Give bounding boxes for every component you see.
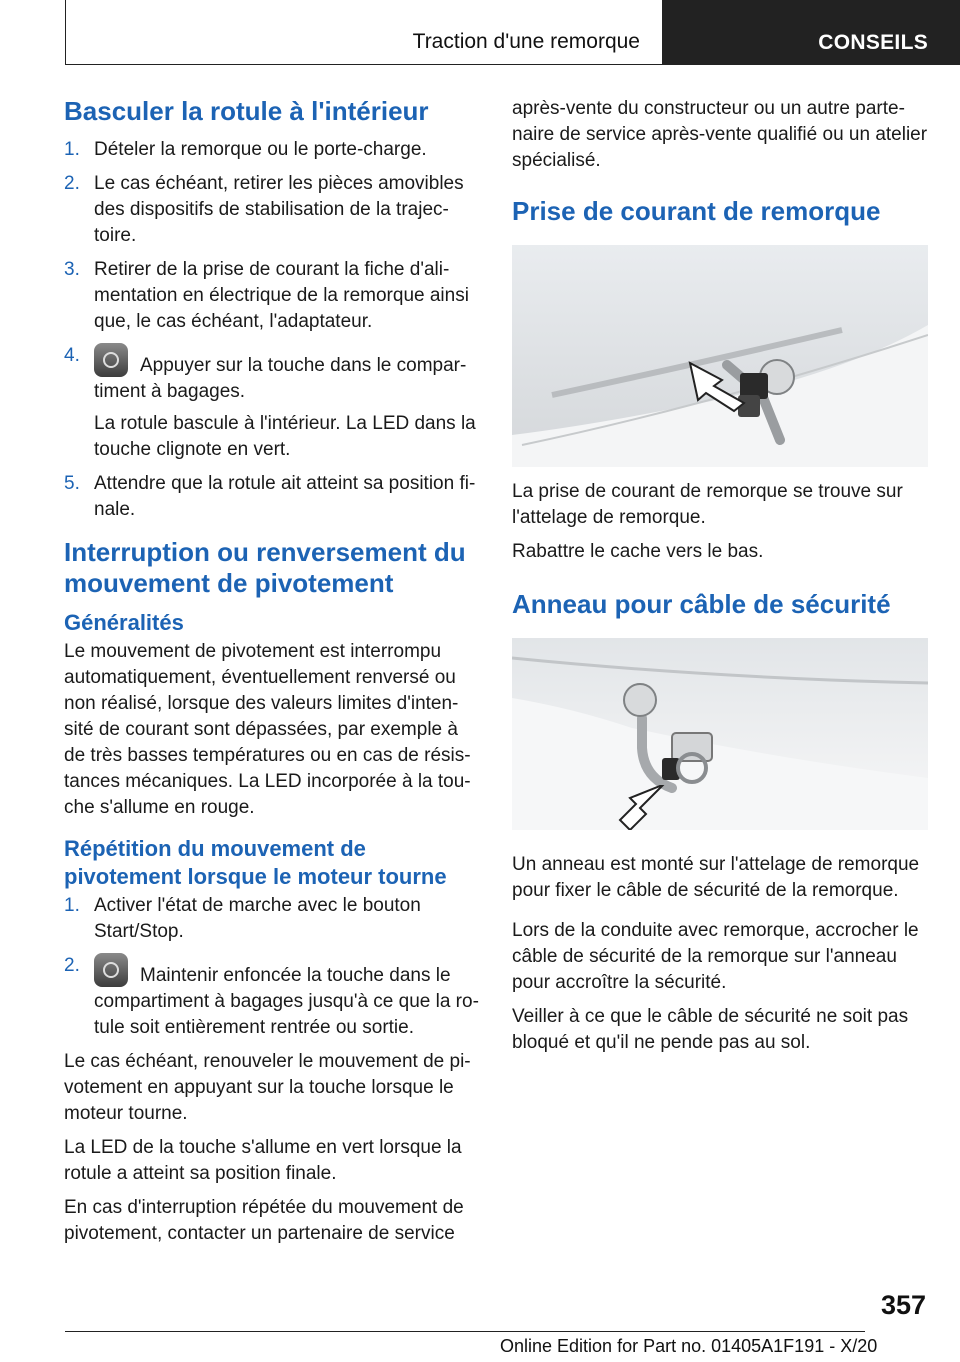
list-item — [64, 137, 484, 163]
tow-button-icon — [94, 343, 128, 377]
right-column — [512, 96, 932, 1064]
steps-list-2 — [64, 893, 484, 1041]
step-number: 5. — [64, 473, 80, 494]
heading-interruption: Interruption ou renversement du mouvement de pivotement — [64, 537, 466, 598]
paragraph: La prise de courant de remorque se trouve sur l'attelage de remorque. — [512, 481, 903, 528]
paragraph: Lors de la conduite avec remorque, accrocher le câble de sécurité de la remorque sur l'anneau pour accroître la sécurité. — [512, 920, 919, 993]
paragraph-general: Le mouvement de pivotement est interrompu automatiquement, éventuellement renversé ou non réalisé, lorsque des valeurs limites d'inten-sité de courant sont dépassées, par exemple à de très basses températures ou en cas de résis-tances mécaniques. La LED incorporée à la tou-che s'allume en rouge. — [64, 641, 471, 818]
step-text: Retirer de la prise de courant la fiche d'ali-mentation en électrique de la remorque ainsi que, le cas échéant, l'adaptateur. — [94, 259, 469, 332]
safety-ring-figure — [512, 638, 928, 830]
list-item — [64, 953, 484, 1041]
step-text: Activer l'état de marche avec le bouton Start/Stop. — [94, 895, 421, 942]
trailer-socket-illustration — [512, 245, 928, 467]
section-title: Traction d'une remorque — [412, 30, 640, 53]
trailer-socket-figure — [512, 245, 928, 467]
paragraph: Rabattre le cache vers le bas. — [512, 541, 764, 562]
step-number: 3. — [64, 259, 80, 280]
paragraph-continued: après-vente du constructeur ou un autre parte-naire de service après-vente qualifié ou un atelier spécialisé. — [512, 98, 928, 171]
list-item — [64, 257, 484, 335]
list-item — [64, 171, 484, 249]
step-text: Maintenir enfoncée la touche dans le compartiment à bagages jusqu'à ce que la ro-tule soit entièrement rentrée ou sortie. — [94, 965, 479, 1038]
steps-list — [64, 137, 484, 523]
step-number: 1. — [64, 895, 80, 916]
safety-ring-illustration — [512, 638, 928, 830]
left-column — [64, 96, 484, 1255]
step-text: Dételer la remorque ou le porte-charge. — [94, 139, 427, 160]
chapter-tab: CONSEILS — [662, 0, 960, 65]
footer-rule — [65, 1331, 865, 1332]
list-item — [64, 343, 484, 463]
list-item — [64, 893, 484, 945]
step-number: 4. — [64, 345, 80, 366]
step-number: 2. — [64, 955, 80, 976]
step-text: Appuyer sur la touche dans le compar-timent à bagages. — [94, 355, 467, 402]
step-text: Attendre que la rotule ait atteint sa position fi-nale. — [94, 473, 476, 520]
list-item — [64, 471, 484, 523]
header-rule — [65, 64, 662, 65]
footer-edition: Online Edition for Part no. 01405A1F191 - X/20 — [500, 1336, 878, 1356]
step-subtext: La rotule bascule à l'intérieur. La LED dans la touche clignote en vert. — [94, 413, 476, 460]
step-number: 1. — [64, 139, 80, 160]
heading-basculer: Basculer la rotule à l'intérieur — [64, 96, 429, 126]
heading-repetition: Répétition du mouvement de pivotement lorsque le moteur tourne — [64, 836, 447, 889]
page-number: 357 — [880, 1290, 926, 1320]
step-number: 2. — [64, 173, 80, 194]
paragraph: Le cas échéant, renouveler le mouvement de pi-votement en appuyant sur la touche lorsque le moteur tourne. — [64, 1051, 471, 1124]
paragraph: Un anneau est monté sur l'attelage de remorque pour fixer le câble de sécurité de la remorque. — [512, 854, 920, 901]
paragraph: La LED de la touche s'allume en vert lorsque la rotule a atteint sa position finale. — [64, 1137, 462, 1184]
heading-prise-courant: Prise de courant de remorque — [512, 196, 881, 226]
tow-button-icon — [94, 953, 128, 987]
paragraph: Veiller à ce que le câble de sécurité ne soit pas bloqué et qu'il ne pende pas au sol. — [512, 1006, 909, 1053]
paragraph: En cas d'interruption répétée du mouvement de pivotement, contacter un partenaire de service — [64, 1197, 464, 1244]
header-divider — [65, 0, 66, 65]
heading-anneau: Anneau pour câble de sécurité — [512, 589, 891, 619]
heading-generalites: Généralités — [64, 610, 184, 635]
step-text: Le cas échéant, retirer les pièces amovibles des dispositifs de stabilisation de la trajec-toire. — [94, 173, 464, 246]
